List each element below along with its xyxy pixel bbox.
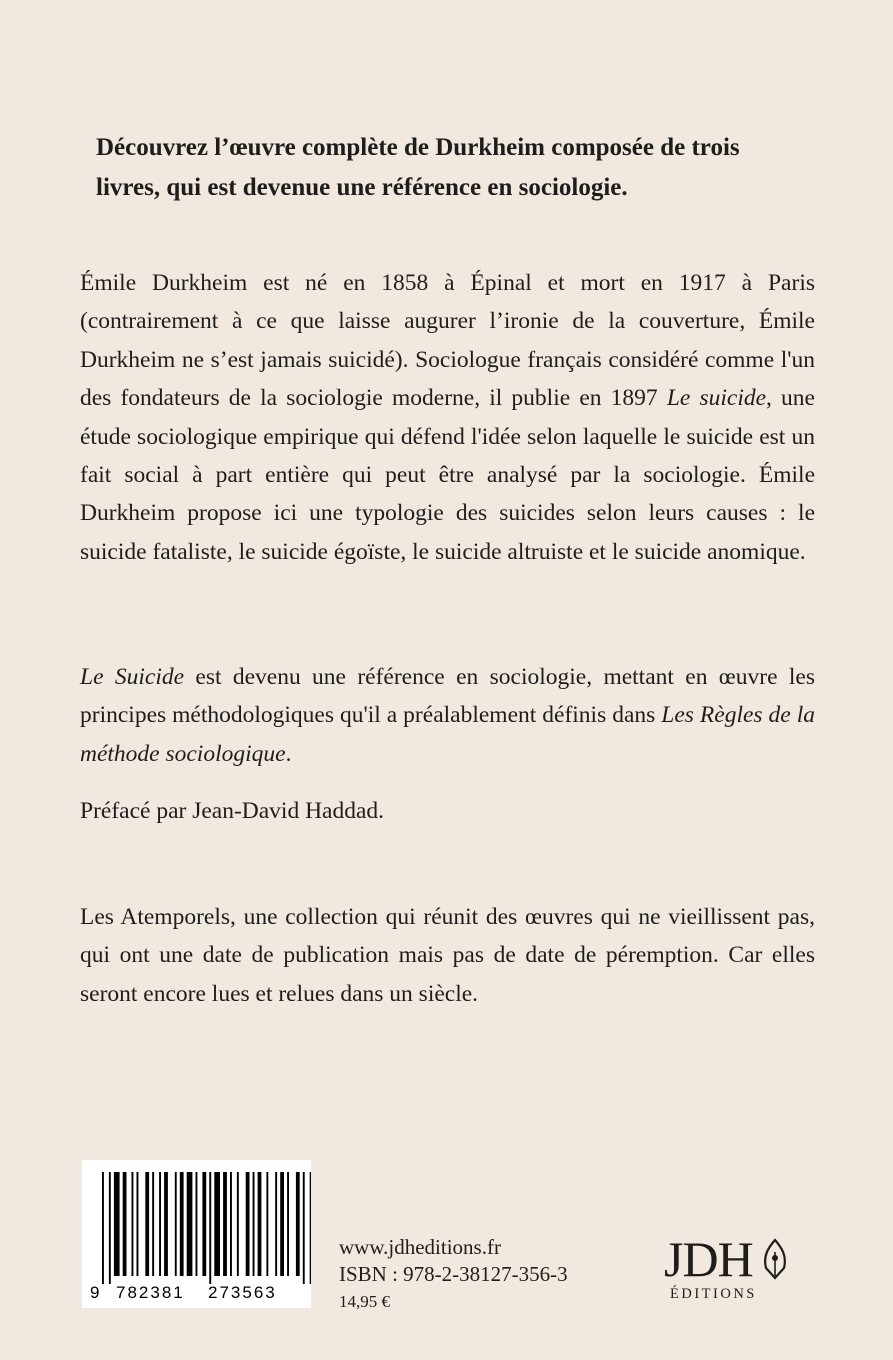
publisher-logo xyxy=(664,1232,794,1312)
publisher-info xyxy=(339,1234,568,1315)
isbn-barcode xyxy=(82,1160,311,1308)
paragraph-biography-text-b: , une étude sociologique empirique qui défend l'idée selon laquelle le suicide est un fait social à part entière qui peut être analysé par la sociologie. Émile Durkheim propose ici une typologie des suicides selon leurs causes : le suicide fataliste, le suicide égoïste, le suicide altruiste et le suicide anomique. xyxy=(80,385,815,565)
barcode-bar xyxy=(164,1172,168,1276)
barcode-bar xyxy=(237,1172,239,1276)
paragraph-reference-text-b: . xyxy=(285,740,292,767)
publisher-website: www.jdheditions.fr xyxy=(339,1235,501,1259)
barcode-bar xyxy=(296,1172,300,1276)
paragraph-biography-text-a: Émile Durkheim est né en 1858 à Épinal et mort en 1917 à Paris (contrairement à ce que laisse augurer l’ironie de la couverture, Émile Durkheim ne s’est jamais suicidé). Sociologue français considéré comme l'un des fondateurs de la sociologie moderne, il publie en 1897 xyxy=(80,270,815,412)
barcode-bar xyxy=(275,1172,277,1276)
barcode-bar xyxy=(123,1172,127,1276)
barcode-bar xyxy=(258,1172,262,1276)
method-book-title-italic: Les Règles de la méthode sociologique xyxy=(80,702,815,767)
barcode-bar xyxy=(310,1172,311,1284)
barcode-graphic xyxy=(82,1160,311,1308)
price-text: 14,95 € xyxy=(339,1292,390,1311)
barcode-digits-left: 782381 xyxy=(116,1283,185,1302)
barcode-bar xyxy=(145,1172,149,1276)
barcode-bar xyxy=(280,1172,284,1276)
barcode-bar xyxy=(159,1172,161,1276)
barcode-bar xyxy=(253,1172,255,1276)
barcode-bar xyxy=(102,1172,104,1284)
book-title-italic: Le Suicide xyxy=(80,664,185,690)
barcode-bar xyxy=(230,1172,232,1276)
isbn-text: ISBN : 978-2-38127-356-3 xyxy=(339,1262,568,1286)
barcode-bar xyxy=(175,1172,177,1276)
paragraph-collection: Les Atemporels, une collection qui réunit des œuvres qui ne vieillissent pas, qui ont une date de publication mais pas de date de péremption. Car elles seront encore lues et relues dans un siècle. xyxy=(80,904,815,1007)
barcode-bar xyxy=(187,1172,193,1276)
paragraph-biography xyxy=(80,264,815,571)
barcode-bar xyxy=(209,1172,211,1284)
paragraph-preface: Préfacé par Jean-David Haddad. xyxy=(80,798,385,824)
paragraph-reference xyxy=(80,658,815,773)
barcode-bar xyxy=(214,1172,220,1276)
barcode-bar xyxy=(137,1172,139,1276)
barcode-bar xyxy=(152,1172,154,1276)
barcode-bar xyxy=(303,1172,305,1284)
barcode-bar xyxy=(202,1172,206,1276)
barcode-digits-right: 273563 xyxy=(208,1283,277,1302)
book-title-italic: Le suicide xyxy=(666,385,767,412)
logo-wordmark: JDH xyxy=(664,1231,753,1287)
barcode-bar xyxy=(132,1172,134,1276)
barcode-bar xyxy=(246,1172,250,1276)
logo-subtitle: ÉDITIONS xyxy=(670,1286,757,1302)
barcode-bar xyxy=(109,1172,111,1284)
fountain-pen-nib-icon xyxy=(760,1238,790,1280)
barcode-digit-first: 9 xyxy=(90,1283,100,1302)
barcode-bar xyxy=(266,1172,268,1276)
barcode-bar xyxy=(196,1172,198,1276)
headline: Découvrez l’œuvre complète de Durkheim composée de trois livres, qui est devenue une référence en sociologie. xyxy=(96,134,740,201)
barcode-bar xyxy=(114,1172,120,1276)
paragraph-reference-text-a: est devenu une référence en sociologie, mettant en œuvre les principes méthodologiques qu'il a préalablement définis dans xyxy=(80,664,815,729)
barcode-bar xyxy=(287,1172,289,1276)
barcode-bar xyxy=(223,1172,227,1276)
barcode-bar xyxy=(180,1172,184,1276)
